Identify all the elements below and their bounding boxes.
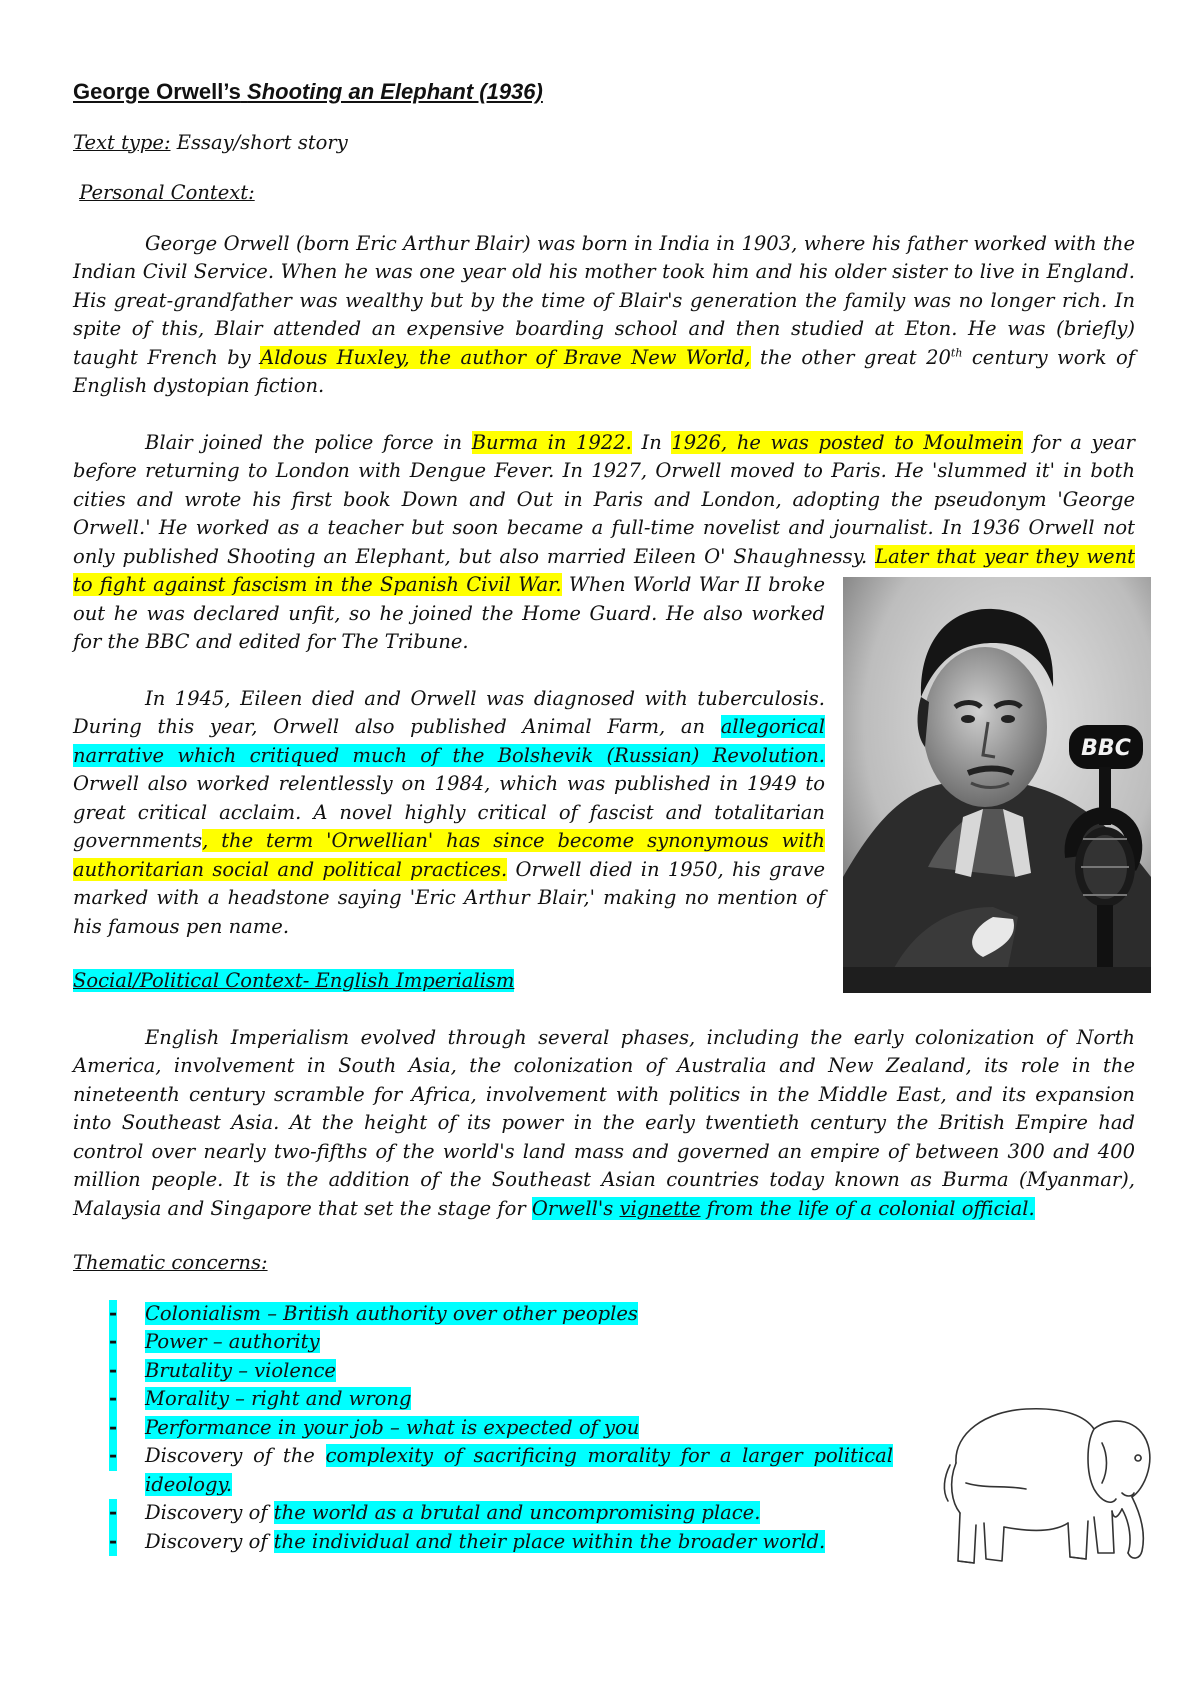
list-bullet-dash: - — [109, 1528, 117, 1557]
text-run: When World War II broke out he was declared unfit, so he joined the Home Guard. He also worked for the BBC and edited for The Tribune. — [73, 573, 826, 653]
highlighted-theme: Power – authority — [145, 1330, 320, 1353]
text-type-label: Text type: — [73, 130, 171, 154]
list-bullet-dash: - — [109, 1300, 117, 1329]
highlight-spanish-war: Later that year they went to fight against fascism in the Spanish Civil War. — [73, 544, 1135, 596]
list-item — [73, 1357, 893, 1386]
underlined-vignette: vignette — [619, 1196, 701, 1220]
highlighted-theme: Colonialism – British authority over other peoples — [145, 1301, 638, 1325]
text-run: Discovery of — [145, 1529, 274, 1553]
list-item — [73, 1385, 893, 1414]
list-bullet-dash: - — [109, 1357, 117, 1386]
document-title — [73, 78, 1135, 107]
text-type-value: Essay/short story — [176, 130, 348, 154]
list-item — [73, 1300, 893, 1329]
highlighted-theme: Brutality – violence — [145, 1358, 336, 1382]
text-run: Orwell's — [531, 1196, 620, 1220]
text-run: century work of English dystopian fiction. — [73, 345, 1135, 397]
list-item — [73, 1499, 893, 1528]
list-item — [73, 1414, 893, 1443]
text-run: Orwell also worked relentlessly on 1984, which was published in 1949 to great critical acclaim. A novel highly critical of fascist and totalitarian governments — [73, 772, 825, 852]
thematic-concerns-label — [73, 1249, 1135, 1278]
superscript-th: th — [950, 346, 963, 359]
highlight-moulmein: 1926, he was posted to Moulmein — [671, 430, 1023, 454]
highlight-vignette — [532, 1197, 1035, 1220]
list-bullet-dash: - — [109, 1385, 117, 1414]
list-item — [73, 1528, 893, 1557]
bbc-microphone-label: BBC — [1081, 736, 1131, 761]
text-run: for a year before returning to London with Dengue Fever. In 1927, Orwell moved to Paris. He 'slummed it' in both cities and wrote his first book Down and Out in Paris and London, adopting the pseudonym 'George Orwell.' He worked as a teacher but soon became a full-time novelist and journalist. In 1936 Orwell not only published Shooting an Elephant, but also married Eileen O' Shaughnessy. — [73, 430, 1135, 568]
highlight-orwellian: , the term 'Orwellian' has since become synonymous with authoritarian social and political practices. — [73, 829, 825, 881]
text-run: George Orwell (born Eric Arthur Blair) was born in India in 1903, where his father worked with the Indian Civil Service. When he was one year old his mother took him and his older sister to live in England. His great-grandfather was wealthy but by the time of Blair's generation the family was no longer rich. In spite of this, Blair attended an expensive boarding school and then studied at Eton. He was (briefly) taught French by — [73, 231, 1135, 369]
highlighted-theme: Morality – right and wrong — [145, 1387, 412, 1410]
text-run: Blair joined the police force in — [145, 430, 472, 454]
highlight-burma: Burma in 1922. — [471, 430, 632, 454]
title-work: Shooting an Elephant (1936) — [247, 79, 543, 104]
orwell-photo — [843, 577, 1151, 993]
list-bullet-dash: - — [109, 1328, 117, 1357]
highlighted-theme: complexity of sacrificing morality for a larger political ideology. — [145, 1444, 894, 1496]
text-run: Discovery of — [145, 1501, 274, 1524]
paragraph-imperialism — [73, 1024, 1135, 1224]
list-bullet-dash: - — [109, 1499, 117, 1528]
personal-context-label — [73, 179, 1135, 208]
text-run: In — [631, 430, 672, 454]
elephant-sketch — [926, 1393, 1166, 1575]
highlighted-theme: the individual and their place within the broader world. — [273, 1529, 826, 1553]
list-item — [73, 1442, 893, 1499]
highlighted-theme: the world as a brutal and uncompromising place. — [273, 1501, 761, 1524]
text-type-line — [73, 129, 1135, 158]
list-item — [73, 1328, 893, 1357]
text-run: In 1945, Eileen died and Orwell was diagnosed with tuberculosis. During this year, Orwell also published Animal Farm, an — [73, 686, 825, 738]
thematic-concerns-label-text: Thematic concerns: — [73, 1251, 268, 1274]
thematic-concerns-list — [73, 1300, 893, 1557]
text-run: Orwell died in 1950, his grave marked with a headstone saying 'Eric Arthur Blair,' making no mention of his famous pen name. — [73, 857, 826, 938]
highlight-huxley: Aldous Huxley, the author of Brave New World, — [260, 345, 751, 369]
list-bullet-dash: - — [109, 1442, 117, 1471]
text-run: the other great 20 — [750, 345, 951, 369]
social-context-heading-text: Social/Political Context- English Imperialism — [73, 969, 515, 992]
paragraph-early-life — [73, 230, 1135, 401]
text-run: English Imperialism evolved through several phases, including the early colonization of North America, involvement in South Asia, the colonization of Australia and New Zealand, its role in the nineteenth century scramble for Africa, involvement with politics in the Middle East, and its expansion into Southeast Asia. At the height of its power in the early twentieth century the British Empire had control over nearly two-fifths of the world's land mass and governed an empire of between 300 and 400 million people. It is the addition of the Southeast Asian countries today known as Burma (Myanmar), Malaysia and Singapore that set the stage for — [73, 1025, 1135, 1220]
title-author: George Orwell’s — [73, 79, 241, 104]
personal-context-label-text: Personal Context: — [79, 181, 255, 204]
document-body — [73, 78, 1135, 1556]
text-run: Discovery of the — [145, 1444, 326, 1467]
list-bullet-dash: - — [109, 1414, 117, 1443]
text-run: from the life of a colonial official. — [700, 1196, 1035, 1220]
highlight-animal-farm: allegorical narrative which critiqued much of the Bolshevik (Russian) Revolution. — [73, 715, 825, 767]
highlighted-theme: Performance in your job – what is expected of you — [145, 1415, 640, 1439]
